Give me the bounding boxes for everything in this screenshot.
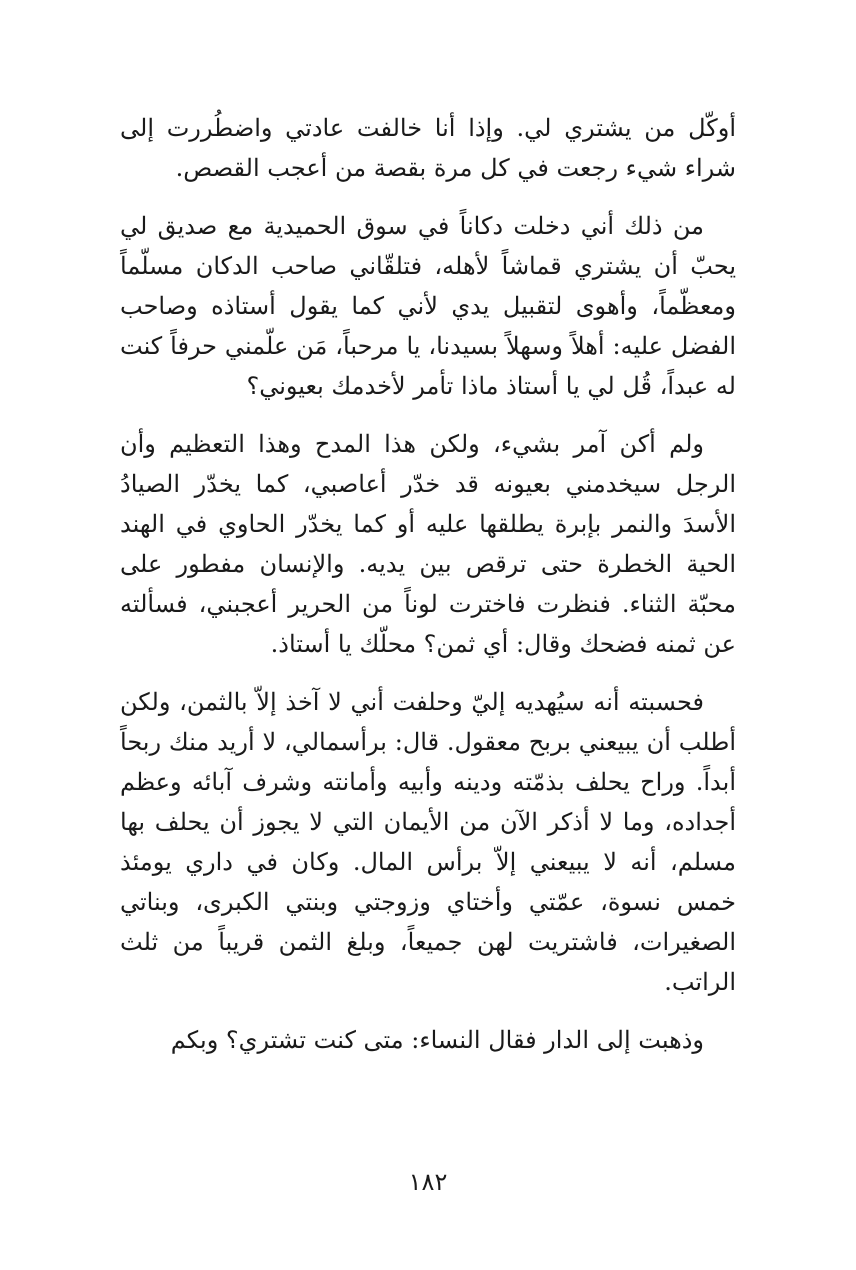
paragraph-2: من ذلك أني دخلت دكاناً في سوق الحميدية مع صديق لي يحبّ أن يشتري قماشاً لأهله، فتلقّاني صاحب الدكان مسلّماً ومعظّماً، وأهوى لتقبيل يدي لأني كما يقول أستاذه وصاحب الفضل عليه: أهلاً وسهلاً بسيدنا، يا مرحباً، مَن علّمني حرفاً كنت له عبداً، قُل لي يا أستاذ ماذا تأمر لأخدمك بعيوني؟ xyxy=(120,212,736,400)
page-number: ١٨٢ xyxy=(408,1168,448,1196)
paragraph-4: فحسبته أنه سيُهديه إليّ وحلفت أني لا آخذ إلاّ بالثمن، ولكن أطلب أن يبيعني بربح معقول. قال: برأسمالي، لا أريد منك ربحاً أبداً. وراح يحلف بذمّته ودينه وأبيه وأمانته وشرف آبائه وعظم أجداده، وما لا أذكر الآن من الأيمان التي لا يجوز أن يحلف بها مسلم، أنه لا يبيعني إلاّ برأس المال. وكان في داري يومئذ خمس نسوة، عمّتي وأختاي وزوجتي وبنتي الكبرى، وبناتي الصغيرات، فاشتريت لهن جميعاً، وبلغ الثمن قريباً من ثلث الراتب. xyxy=(120,688,736,996)
paragraph-5: وذهبت إلى الدار فقال النساء: متى كنت تشتري؟ وبكم xyxy=(170,1026,704,1054)
body-text xyxy=(120,108,736,1060)
paragraph-1: أوكّل من يشتري لي. وإذا أنا خالفت عادتي واضطُررت إلى شراء شيء رجعت في كل مرة بقصة من أعجب القصص. xyxy=(120,114,736,182)
paragraph-3: ولم أكن آمر بشيء، ولكن هذا المدح وهذا التعظيم وأن الرجل سيخدمني بعيونه قد خدّر أعاصبي، كما يخدّر الصيادُ الأسدَ والنمر بإبرة يطلقها عليه أو كما يخدّر الحاوي في الهند الحية الخطرة حتى ترقص بين يديه. والإنسان مفطور على محبّة الثناء. فنظرت فاخترت لوناً من الحرير أعجبني، فسألته عن ثمنه فضحك وقال: أي ثمن؟ محلّك يا أستاذ. xyxy=(120,430,736,658)
